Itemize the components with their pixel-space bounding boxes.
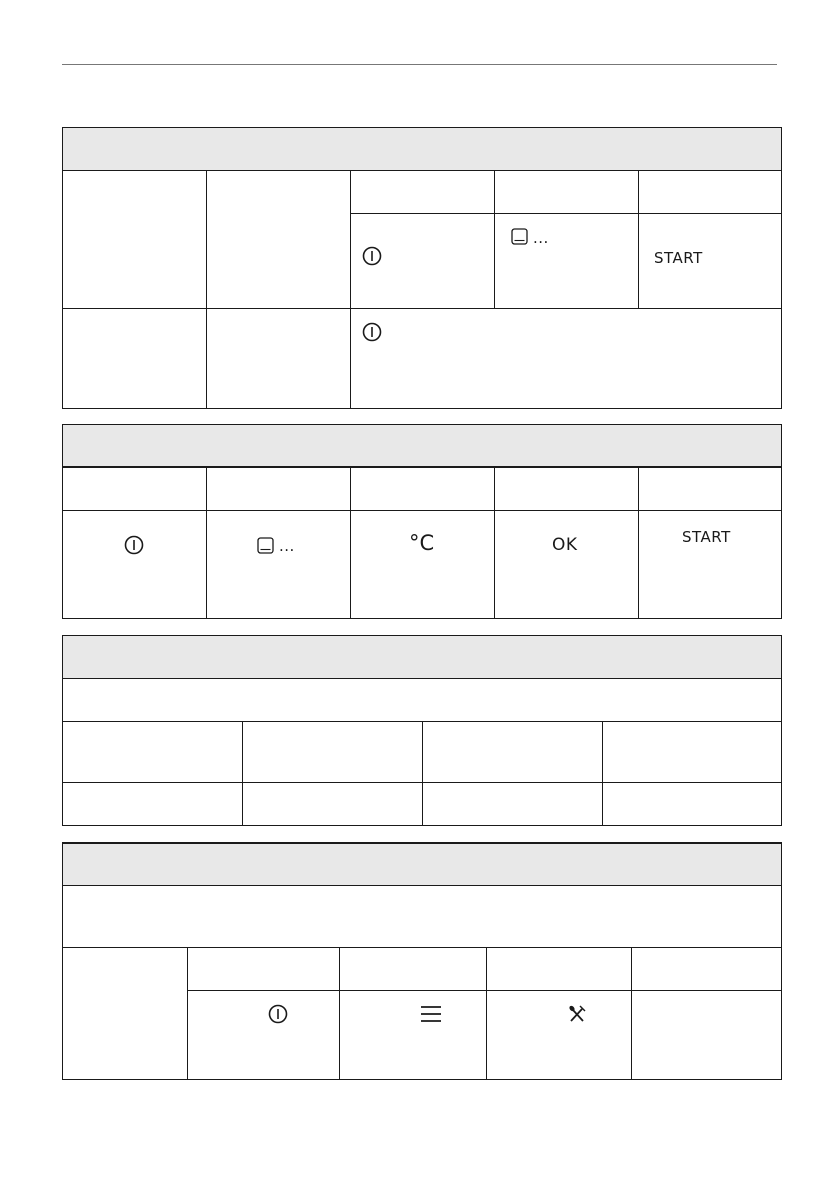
power-icon	[362, 246, 382, 266]
table-2-r1-c5	[638, 467, 782, 511]
table-2-r1-c4	[494, 467, 639, 511]
top-rule	[62, 64, 777, 65]
table-4-r2-c2-top	[187, 947, 340, 991]
table-2-header	[62, 424, 782, 468]
power-icon	[362, 322, 382, 342]
table-3-r3-c1	[62, 782, 243, 826]
table-4	[62, 842, 782, 1080]
table-1	[62, 127, 782, 409]
table-3-r3-c2	[242, 782, 423, 826]
table-2	[62, 424, 782, 619]
table-2-r1-c3	[350, 467, 495, 511]
power-icon	[124, 535, 144, 555]
table-3-row-merged	[62, 678, 782, 722]
start-label: START	[654, 249, 703, 267]
table-1-r1-c3-top	[350, 170, 495, 214]
ellipsis-text: ...	[279, 537, 295, 555]
temperature-icon: °C	[409, 531, 435, 555]
table-4-r2-c1	[62, 947, 188, 1080]
table-3-r2-c2	[242, 721, 423, 783]
table-1-r2-c2	[206, 308, 351, 409]
table-2-r2-c3	[350, 510, 495, 619]
table-4-r2-c4-top	[486, 947, 632, 991]
table-3-header	[62, 635, 782, 679]
table-1-header	[62, 127, 782, 171]
table-1-r1-c1	[62, 170, 207, 309]
table-4-row-merged	[62, 885, 782, 948]
table-4-r2-c4-bottom	[486, 990, 632, 1080]
table-3	[62, 635, 782, 826]
table-1-r1-c4-top	[494, 170, 639, 214]
table-4-r2-c2-bottom	[187, 990, 340, 1080]
ellipsis-text: ...	[533, 229, 549, 247]
menu-icon	[420, 1005, 442, 1023]
cutlery-icon	[567, 1004, 587, 1024]
start-label: START	[682, 528, 731, 546]
table-1-r1-c2	[206, 170, 351, 309]
table-2-r1-c1	[62, 467, 207, 511]
table-4-r2-c3-bottom	[339, 990, 487, 1080]
table-1-r2-c1	[62, 308, 207, 409]
table-4-r2-c3-top	[339, 947, 487, 991]
table-2-r1-c2	[206, 467, 351, 511]
oven-function-icon	[257, 537, 274, 554]
ok-label: OK	[552, 535, 578, 555]
table-2-r2-c5	[638, 510, 782, 619]
table-2-r2-c1	[62, 510, 207, 619]
table-4-r2-c5-top	[631, 947, 782, 991]
table-2-r2-c4	[494, 510, 639, 619]
oven-function-icon	[511, 228, 528, 245]
table-4-r2-c5-bottom	[631, 990, 782, 1080]
table-1-r1-c5-top	[638, 170, 782, 214]
table-3-r2-c4	[602, 721, 782, 783]
power-icon	[268, 1004, 288, 1024]
table-3-r3-c3	[422, 782, 603, 826]
table-4-header	[62, 842, 782, 886]
table-3-r2-c3	[422, 721, 603, 783]
table-2-r2-c2	[206, 510, 351, 619]
table-3-r2-c1	[62, 721, 243, 783]
table-3-r3-c4	[602, 782, 782, 826]
table-1-r2-merged	[350, 308, 782, 409]
